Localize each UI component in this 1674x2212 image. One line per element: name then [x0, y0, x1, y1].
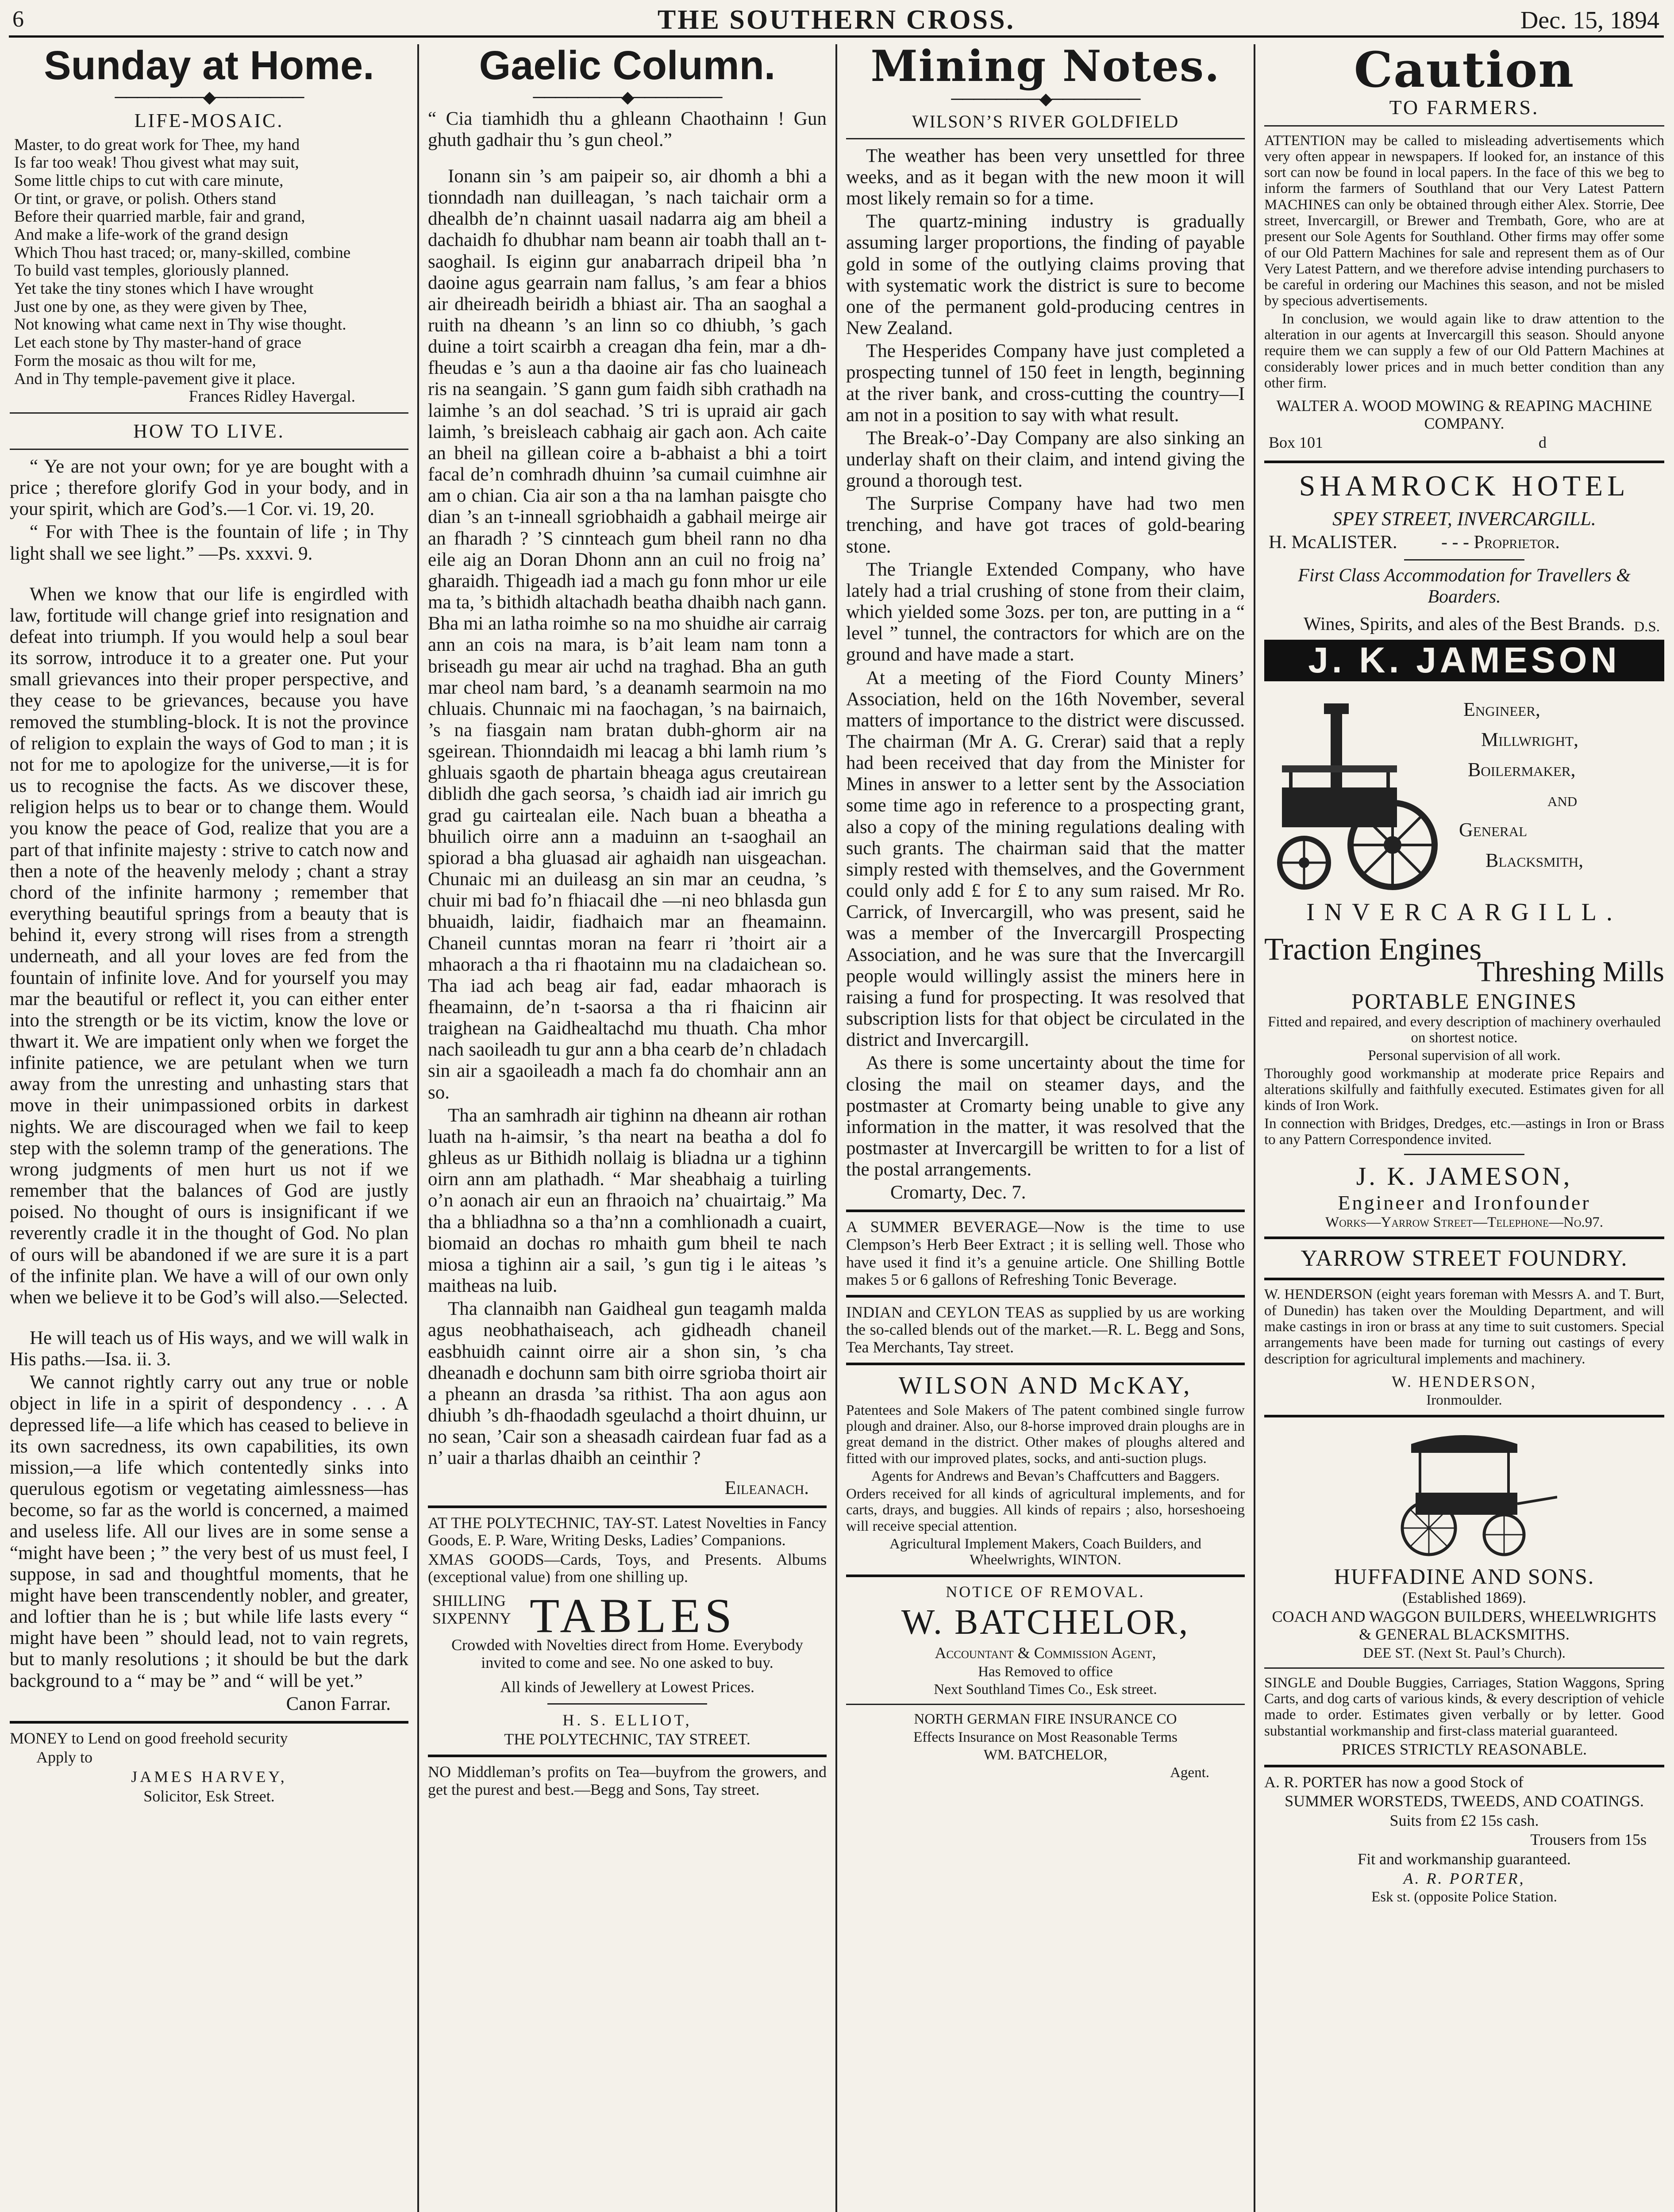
- page-number: 6: [12, 7, 24, 32]
- masthead: [9, 4, 1664, 38]
- column-mining-notes: [836, 44, 1255, 2212]
- hotel-proprietor-label: - - - Proprietor.: [1441, 532, 1560, 553]
- porter-line: Suits from £2 15s cash.: [1389, 1811, 1539, 1829]
- mining-paragraph: As there is some uncertainty about the time for closing the mail on steamer days, and the postmaster at Cromarty being unable to give any information in the matter, it was resolved that the postmaster at Invercargill be written to for a list of the postal arrangements.: [846, 1052, 1245, 1180]
- ad-money-lend: MONEY to Lend on good freehold security: [10, 1729, 288, 1747]
- poem-line: Or tint, or grave, or polish. Others stand: [14, 189, 276, 208]
- porter-line: Fit and workmanship guaranteed.: [1358, 1850, 1571, 1868]
- divider: [1404, 1154, 1524, 1155]
- gaelic-paragraph: Ionann sin ’s am paipeir so, air dhomh a bhi a tionndadh nan duilleagan, ’s nach taichair orm a dhealbh de’n chainnt uasail nadarra aig am bheil a dachaidh fo dhubhar nam beann air toabh thall an t-saoghail. Is eiginn gur anabarrach dripeil bha ’n daoine agus gearrain nam fallus, ’s am fear a bhios air dheireadh beiridh a bhiast air. Tha an saoghal a ruith na dheann ’s an linn so co dhiubh, ’s gach duine a toirt scairbh a creagan dha fein, mar a dh-fheudas e ’s aun a tha daoine air fas cho luaineach ris na seangain. ’S gann gum faidh sibh crathadh na laimhe ’s an dol seachad. ’S tri is upraid air gach laimh, ’s breisleach cabhaig air gach aon. Ach caite an bheil na gillean coire a b-abhaist a bhi a toirt facal de’n comhradh dhuinn ’sa cumail cuimhne air am o chian. Cia air son a tha na lamhan paisgte cho dian ’s an t-inneall sgriobhaidh a gabhail meirge air an fharadh ? ’S cinnteach gum bheil rann no dha eile aig an Doran Dhonn ann an cuil no froig na’ gharaidh. Thigeadh iad a mach gu fonn mhor ur eile ma ta, ’s bithidh altachadh beatha dhaibh nach gann. Bha mi an latha roimhe so na mo shuidhe air carraig ann an cois na mara, is b’ait leam nam tonn a briseadh gu mear air uchd na traghad. Bha an guth mar cheol nam bard, ’s a deanamh searmoin na mo chluais. Chunnaic mi na faochagan, ’s na bairnaich, ’s na fiasgain nam bratan dubh-ghorm air na sgeirean. Thionndaidh mi leacag a bhi lamh rium ’s ghluais sgaoth de phartain bheaga agus creutairean diblidh dhe gach seorsa, ’s chaidh iad air imrich gu grad gu cairtealan eile. Nach buan a bheatha a bhuilich oirre ann a maduinn an t-saoghail an spiorad a bha gluasad air aghaidh nan uisgeachan. Chunaic mi an duileasg an sin mar an ceudna, ’s chuir mi bad fo’n fhiacail dhe —ni neo bhlasda gun bhuaidh, laidir, fiadhaich mar an fheamainn. Chaneil cunntas moran na fearr ri ’thoirt air a mhaorach a tha ri fhaotainn mu na cladaichean so. Tha iad ach beag air fad, eadar mhaorach is fheamainn, de’n t-saorsa a tha ri fhaicinn air traighean na Gaidhealtachd mu thuath. Cha mhor nach saoileadh tu gur ann a bha cearb de’n chladach sin air a sgaoileadh a mach fa do chomhair ann an so.: [428, 165, 827, 1103]
- mining-paragraph: The Break-o’-Day Company are also sinking an underlay shaft on their claim, and intend giving the ground a thorough test.: [846, 427, 1245, 492]
- divider: [428, 1755, 827, 1757]
- caution-d: d: [1539, 434, 1547, 452]
- ad-teas: INDIAN and CEYLON TEAS as supplied by us are working the so-called blends out of the market.—R. L. Begg and Sons, Tea Merchants, Tay street.: [846, 1303, 1245, 1356]
- jameson-trade: Blacksmith,: [1485, 849, 1584, 871]
- jameson-line: In connection with Bridges, Dredges, etc.—astings in Iron or Brass to any Pattern Correspondence invited.: [1264, 1115, 1664, 1148]
- jameson-line: Personal supervision of all work.: [1368, 1048, 1561, 1064]
- huffadine-address: DEE ST. (Next St. Paul’s Church).: [1363, 1645, 1566, 1661]
- huffadine-trade: COACH AND WAGGON BUILDERS, WHEELWRIGHTS & GENERAL BLACKSMITHS.: [1272, 1608, 1657, 1643]
- poem-line: Just one by one, as they were given by Thee,: [14, 297, 308, 316]
- poem-line: Master, to do great work for Thee, my hand: [14, 135, 300, 154]
- article-paragraph: When we know that our life is engirdled with law, fortitude will change grief into resignation and defeat into triumph. If you would help a soul bear its sorrow, introduce it to a greater one. Put your small grievances into their proper perspective, and they cease to be grievances, because you have removed the stumbling-block. It is not the province of religion to explain the ways of God to man ; it is not for me to apologize for the universe,—it is for us to recognise the facts. As we discover these, religion helps us to bear or to change them. Would you know the peace of God, realize that you are a part of that infinite majesty : strive to catch now and then a note of the heavenly melody ; chant a stray chord of the infinite harmony ; remember that everything beautiful springs from a beauty that is behind it, every strong will rises from a strength underneath, and all your loves are fed from the fountain of infinite love. And for yourself you may mar the beautiful or reflect it, you can either enter into the strength or be its victim, know the love or thwart it. We are impatient only when we forget the infinite patience, we are petulant when we turn away from the unresting and unhasting stars that move in their unimpassioned orbits in darkest nights. We are discouraged when we fail to keep step with the solemn tramp of the generations. The wrong judgments of men hurt us not if we remember that the balances of God are justly poised. No thought of ours is insignificant if we reverently cradle it in the thought of God. No plan of ours will be abandoned if we are sure it is a part of the infinite plan. We have a will of our own only when we believe it to be God’s will also.—Selected.: [10, 584, 408, 1308]
- ad-summer-beverage: A SUMMER BEVERAGE—Now is the time to use Clempson’s Herb Beer Extract ; it is selling well. Those who have used it find it’s a genuine article. One Shilling Bottle makes 5 or 6 gallons of Refreshing Tonic Beverage.: [846, 1218, 1245, 1289]
- foundry-paragraph: W. HENDERSON (eight years foreman with Messrs A. and T. Burt, of Dunedin) has taken over the Moulding Department, and will make castings in iron or brass at any time to suit customers. Special arrangements have been made for turning out castings of every description for agricultural implements and machinery.: [1264, 1286, 1664, 1367]
- poem-line: Which Thou hast traced; or, many-skilled, combine: [14, 243, 351, 262]
- section-title: Mining Notes.: [870, 44, 1220, 91]
- poem-line: Yet take the tiny stones which I have wrought: [14, 280, 314, 298]
- jameson-trade: Engineer,: [1463, 698, 1540, 720]
- ad-polytechnic: XMAS GOODS—Cards, Toys, and Presents. Albums (exceptional value) from one shilling up.: [428, 1550, 827, 1586]
- foundry-role: Ironmoulder.: [1426, 1392, 1502, 1409]
- ad-tea: NO Middleman’s profits on Tea—buyfrom the growers, and get the purest and best.—Begg and Sons, Tay street.: [428, 1763, 827, 1798]
- divider: [846, 1210, 1245, 1212]
- article-title: WILSON’S RIVER GOLDFIELD: [912, 111, 1179, 131]
- jameson-trade: and: [1547, 789, 1578, 811]
- mining-paragraph: The Surprise Company have had two men trenching, and have got traces of gold-bearing stone.: [846, 493, 1245, 557]
- traction-engine-icon: [1264, 686, 1459, 894]
- divider: [1404, 559, 1524, 561]
- article-paragraph: We cannot rightly carry out any true or noble object in life in a spirit of despondency . . . A depressed life—a life which has ceased to believe in its own sacredness, its own capabilities, its own mission,—a life which contentedly sinks into querulous egotism or vegetating aimlessness—has become, so far as the world is concerned, a maimed and useless life. All our lives are in some sense a “might have been ; ” the very best of us must feel, I suppose, in sad and thoughtful moments, that he might have been transcendently nobler, and greater, and loftier than he is ; but while life lasts every “ might have been ” should lead, not to vain regrets, but to manly resolutions ; it should be but the dark background to a “ may be ” and “ will be yet.”: [10, 1372, 408, 1691]
- caution-title: Caution: [1354, 44, 1575, 98]
- jameson-works: Works—Yarrow Street—Telephone—No.97.: [1325, 1214, 1603, 1231]
- batchelor-line: Agent.: [1170, 1765, 1209, 1781]
- porter-line: Trousers from 15s: [1530, 1831, 1647, 1849]
- ad-address: Solicitor, Esk Street.: [143, 1787, 275, 1805]
- jameson-trades: [1459, 695, 1654, 876]
- ad-polytechnic: Crowded with Novelties direct from Home. Everybody invited to come and see. No one asked to buy.: [451, 1636, 803, 1671]
- ad-apply: Apply to: [36, 1748, 93, 1767]
- poem: [10, 136, 408, 388]
- mining-paragraph: The quartz-mining industry is gradually assuming larger proportions, the finding of payable gold in some of the outlying claims proving that with systematic work the district is sure to become one of the permanent gold-producing centres in New Zealand.: [846, 211, 1245, 339]
- dateline: Cromarty, Dec. 7.: [890, 1182, 1026, 1203]
- ornament-divider: [428, 89, 827, 106]
- poem-line: Form the mosaic as thou wilt for me,: [14, 351, 256, 370]
- divider: [428, 1505, 827, 1508]
- jameson-trade: General: [1459, 819, 1528, 841]
- divider: [846, 1575, 1245, 1577]
- jameson-line: Fitted and repaired, and every description of machinery overhauled on shortest notice.: [1268, 1014, 1661, 1046]
- divider: [1264, 1765, 1664, 1767]
- ad-wilson-mckay: Agricultural Implement Makers, Coach Builders, and Wheelwrights, WINTON.: [889, 1536, 1201, 1568]
- divider: [10, 412, 408, 414]
- article-title: HOW TO LIVE.: [133, 420, 285, 442]
- section-title: Sunday at Home.: [44, 44, 374, 88]
- caution-paragraph: ATTENTION may be called to misleading advertisements which very often appear in newspapers. If looked for, an instance of this sort can now be found in local papers. In the face of this we beg to inform the farmers of Southland that our Very Latest Pattern MACHINES can only be obtained through either Alex. Storrie, Dee street, Invercargill, or Brewer and Trembath, Gore, who are at present our Sole Agents for Southland. Other firms may offer some of our Old Pattern Machines for sale and represent them as of Our Very Latest Pattern, and we therefore advise intending purchasers to be careful in ordering our Machines this season, and not be misled by specious advertisements.: [1264, 132, 1664, 309]
- ad-polytechnic: AT THE POLYTECHNIC, TAY-ST. Latest Novelties in Fancy Goods, E. P. Ware, Writing Desks, Ladies’ Companions.: [428, 1513, 827, 1549]
- divider: [1264, 1278, 1664, 1280]
- poem-line: Some little chips to cut with care minute,: [14, 171, 284, 190]
- poem-title: LIFE-MOSAIC.: [134, 109, 284, 131]
- notice-title: NOTICE OF REMOVAL.: [946, 1582, 1145, 1601]
- ornament-divider: [846, 91, 1245, 108]
- poem-line: Before their quarried marble, fair and grand,: [14, 207, 305, 226]
- batchelor-line: WM. BATCHELOR,: [983, 1747, 1108, 1763]
- foundry-name: W. HENDERSON,: [1392, 1372, 1537, 1390]
- divider: [547, 1703, 707, 1705]
- signature: Eileanach.: [724, 1478, 809, 1499]
- hotel-address: SPEY STREET, INVERCARGILL.: [1332, 508, 1596, 530]
- ad-title: WILSON AND McKAY,: [898, 1371, 1193, 1399]
- jameson-role: Engineer and Ironfounder: [1338, 1191, 1591, 1214]
- divider: [846, 1363, 1245, 1365]
- divider: [1264, 1237, 1664, 1239]
- gaelic-paragraph: Tha an samhradh air tighinn na dheann air rothan luath na h-aimsir, ’s tha neart na beatha a dol fo ghleus as ur Bithidh nollaig is bliadna ur a tighinn oirn ann am plathadh. “ Mar sheabhaig a tuirling o’n aonach air eun an fhraoich na’ chuairtaig.” Ma tha a bhliadhna so a tha’nn a comhlionadh a cuairt, biomaid an dochas ro mhaith gum bheil te nach miosa a tighinn air a sail, ’s gun tig i le aiteas ’s maitheas na luib.: [428, 1105, 827, 1297]
- tables-word: TABLES: [530, 1588, 736, 1643]
- article-author: Canon Farrar.: [286, 1693, 391, 1714]
- ad-wilson-mckay: Orders received for all kinds of agricultural implements, and for carts, drays, and buggies. All kinds of repairs ; also, horseshoeing will receive special attention.: [846, 1486, 1245, 1534]
- hotel-proprietor-name: H. McALISTER.: [1269, 532, 1397, 553]
- tables-block: [428, 1588, 827, 1643]
- batchelor-name: W. BATCHELOR,: [901, 1603, 1190, 1642]
- newspaper-title: THE SOUTHERN CROSS.: [657, 5, 1016, 35]
- divider: [1264, 125, 1664, 127]
- foundry-title: YARROW STREET FOUNDRY.: [1301, 1246, 1628, 1271]
- scripture-quote: “ Ye are not your own; for ye are bought with a price ; therefore glorify God in your body, and in your spirit, which are God’s.—1 Cor. vi. 19, 20.: [10, 456, 408, 520]
- hotel-wines: Wines, Spirits, and ales of the Best Brands.: [1303, 614, 1625, 635]
- divider: [10, 449, 408, 450]
- column-advertisements: [1255, 44, 1674, 2212]
- porter-line: SUMMER WORSTEDS, TWEEDS, AND COATINGS.: [1285, 1792, 1644, 1810]
- mining-paragraph: At a meeting of the Fiord County Miners’ Association, held on the 16th November, several matters of importance to the district were discussed. The chairman (Mr A. G. Crerar) said that a reply had been received that day from the Minister for Mines in answer to a letter sent by the Association some time ago in reference to a prospecting grant, also a copy of the mining regulations dealing with such grants. The chairman said that the matter simply rested with themselves, and the Government could only add £ for £ to any sum raised. Mr Ro. Carrick, of Invercargill, who was present, said he was a member of the Invercargill Prospecting Association, and he was sure that the Invercargill people would willingly assist the miners here in raising a fund for prospecting. It was resolved that subscription lists for that object be circulated in the district and Invercargill.: [846, 667, 1245, 1051]
- column-gaelic: [418, 44, 836, 2212]
- section-title: Gaelic Column.: [479, 44, 776, 88]
- poem-line: Let each stone by Thy master-hand of grace: [14, 334, 301, 352]
- caution-paragraph: In conclusion, we would again like to draw attention to the alteration in our agents at Invercargill this season. Should anyone require them we can supply a few of our Old Pattern Machines at considerably lower prices and in much better condition than any other firm.: [1264, 311, 1664, 391]
- mining-paragraph: The Triangle Extended Company, who have lately had a trial crushing of stone from their claim, which yielded some 3ozs. per ton, are putting in a “ level ” tunnel, the contractors for which are on the ground and have made a start.: [846, 559, 1245, 665]
- huffadine-paragraph: SINGLE and Double Buggies, Carriages, Station Waggons, Spring Carts, and dog carts of various kinds, & every description of vehicle made to order. Estimates given verbally or by letter. Good substantial workmanship and first-class material guaranteed.: [1264, 1674, 1664, 1739]
- jameson-city: INVERCARGILL.: [1306, 898, 1622, 926]
- poem-line: And in Thy temple-pavement give it place.: [14, 369, 296, 388]
- hotel-name: SHAMROCK HOTEL: [1299, 470, 1630, 503]
- poem-author: Frances Ridley Havergal.: [189, 388, 355, 406]
- divider: [846, 1704, 1245, 1705]
- divider: [10, 1721, 408, 1724]
- ad-wilson-mckay: Agents for Andrews and Bevan’s Chaffcutters and Baggers.: [871, 1468, 1220, 1484]
- hotel-ds: D.S.: [1634, 619, 1660, 635]
- mining-paragraph: The Hesperides Company have just completed a prospecting tunnel of 150 feet in length, beginning at the river bank, and cross-cutting the country—I am not in a position to say with what result.: [846, 341, 1245, 426]
- divider: [1264, 461, 1664, 463]
- caution-box-line: [1264, 434, 1664, 454]
- batchelor-line: Next Southland Times Co., Esk street.: [934, 1682, 1157, 1698]
- ad-name: H. S. ELLIOT,: [562, 1711, 692, 1729]
- poem-line: Is far too weak! Thou givest what may suit,: [14, 154, 299, 172]
- porter-line: A. R. PORTER has now a good Stock of: [1264, 1773, 1524, 1791]
- ad-address: THE POLYTECHNIC, TAY STREET.: [504, 1730, 750, 1748]
- traction-engine-illustration: [1264, 686, 1664, 894]
- gaelic-verse: “ Cia tiamhidh thu a ghleann Chaothainn ! Gun ghuth gadhair thu ’s gun cheol.”: [428, 108, 827, 150]
- porter-address: Esk st. (opposite Police Station.: [1371, 1889, 1557, 1905]
- jameson-trade: Millwright,: [1481, 728, 1578, 750]
- batchelor-line: Effects Insurance on Most Reasonable Terms: [913, 1729, 1178, 1745]
- divider: [1264, 1415, 1664, 1417]
- divider: [846, 1295, 1245, 1298]
- batchelor-line: NORTH GERMAN FIRE INSURANCE CO: [914, 1711, 1177, 1728]
- jameson-title: J. K. JAMESON: [1264, 640, 1664, 681]
- caution-subtitle: TO FARMERS.: [1389, 96, 1539, 119]
- hotel-accommodation: First Class Accommodation for Travellers & Boarders.: [1298, 565, 1631, 607]
- divider: [846, 138, 1245, 139]
- jameson-name: J. K. JAMESON,: [1356, 1162, 1573, 1191]
- portable-engines: PORTABLE ENGINES: [1351, 988, 1577, 1014]
- article-paragraph: He will teach us of His ways, and we will walk in His paths.—Isa. ii. 3.: [10, 1328, 408, 1370]
- caution-box: Box 101: [1269, 434, 1324, 452]
- poem-line: Not knowing what came next in Thy wise thought.: [14, 315, 346, 334]
- batchelor-role: Accountant & Commission Agent,: [935, 1644, 1156, 1662]
- gaelic-paragraph: Tha clannaibh nan Gaidheal gun teagamh malda agus neobhathaiseach, ach gidheadh chaneil easbhuidh cainnt oirre air a shon sin, ’s cha dheanadh e dochunn sam bith oirre sgrioba thoirt air a pheann an drasda ’sa rithist. Tha aon agus aon dhiubh ’s dh-fhaodadh sgeulachd a thoirt dhuinn, ur no sean, ’Cair son a sheasadh cairdean fuar fad as a n’ uair a tharlas dhaibh an ceinthir ?: [428, 1298, 827, 1469]
- jameson-trade: Boilermaker,: [1468, 759, 1576, 781]
- ad-polytechnic: All kinds of Jewellery at Lowest Prices.: [500, 1678, 754, 1696]
- poem-line: And make a life-work of the grand design: [14, 226, 289, 244]
- scripture-quote: “ For with Thee is the fountain of life ; in Thy light shall we see light.” —Ps. xxxvi. 9.: [10, 522, 408, 564]
- ad-name: JAMES HARVEY,: [131, 1768, 287, 1786]
- ad-wilson-mckay: Patentees and Sole Makers of The patent combined single furrow plough and drainer. Also, our 8-horse improved drain ploughs are in great demand in the district. Other makes of ploughs altered and fitted with our improved plates, socks, and anti-suction plugs.: [846, 1402, 1245, 1467]
- huffadine-est: (Established 1869).: [1402, 1588, 1526, 1606]
- poem-line: To build vast temples, gloriously planned.: [14, 261, 289, 280]
- issue-date: Dec. 15, 1894: [1520, 7, 1659, 34]
- ornament-divider: [10, 89, 408, 106]
- buggy-icon: [1371, 1426, 1557, 1559]
- mining-paragraph: The weather has been very unsettled for three weeks, and as it began with the new moon it will most likely remain so for a time.: [846, 145, 1245, 209]
- huffadine-prices: PRICES STRICTLY REASONABLE.: [1341, 1740, 1587, 1759]
- divider: [1264, 1667, 1664, 1669]
- batchelor-line: Has Removed to office: [978, 1663, 1113, 1680]
- hotel-proprietor: [1264, 532, 1664, 555]
- traction-engines: Traction Engines: [1264, 931, 1482, 967]
- huffadine-name: HUFFADINE AND SONS.: [1334, 1563, 1595, 1589]
- traction-heading: [1264, 931, 1664, 988]
- threshing-mills: Threshing Mills: [1477, 955, 1664, 988]
- porter-name: A. R. PORTER,: [1403, 1869, 1525, 1887]
- column-sunday-at-home: [0, 44, 418, 2212]
- tables-price: SHILLING SIXPENNY: [432, 1591, 512, 1627]
- caution-signature: WALTER A. WOOD MOWING & REAPING MACHINE COMPANY.: [1276, 397, 1652, 432]
- jameson-line: Thoroughly good workmanship at moderate price Repairs and alterations skilfully and faithfully executed. Estimates given for all kinds of Iron Work.: [1264, 1065, 1664, 1114]
